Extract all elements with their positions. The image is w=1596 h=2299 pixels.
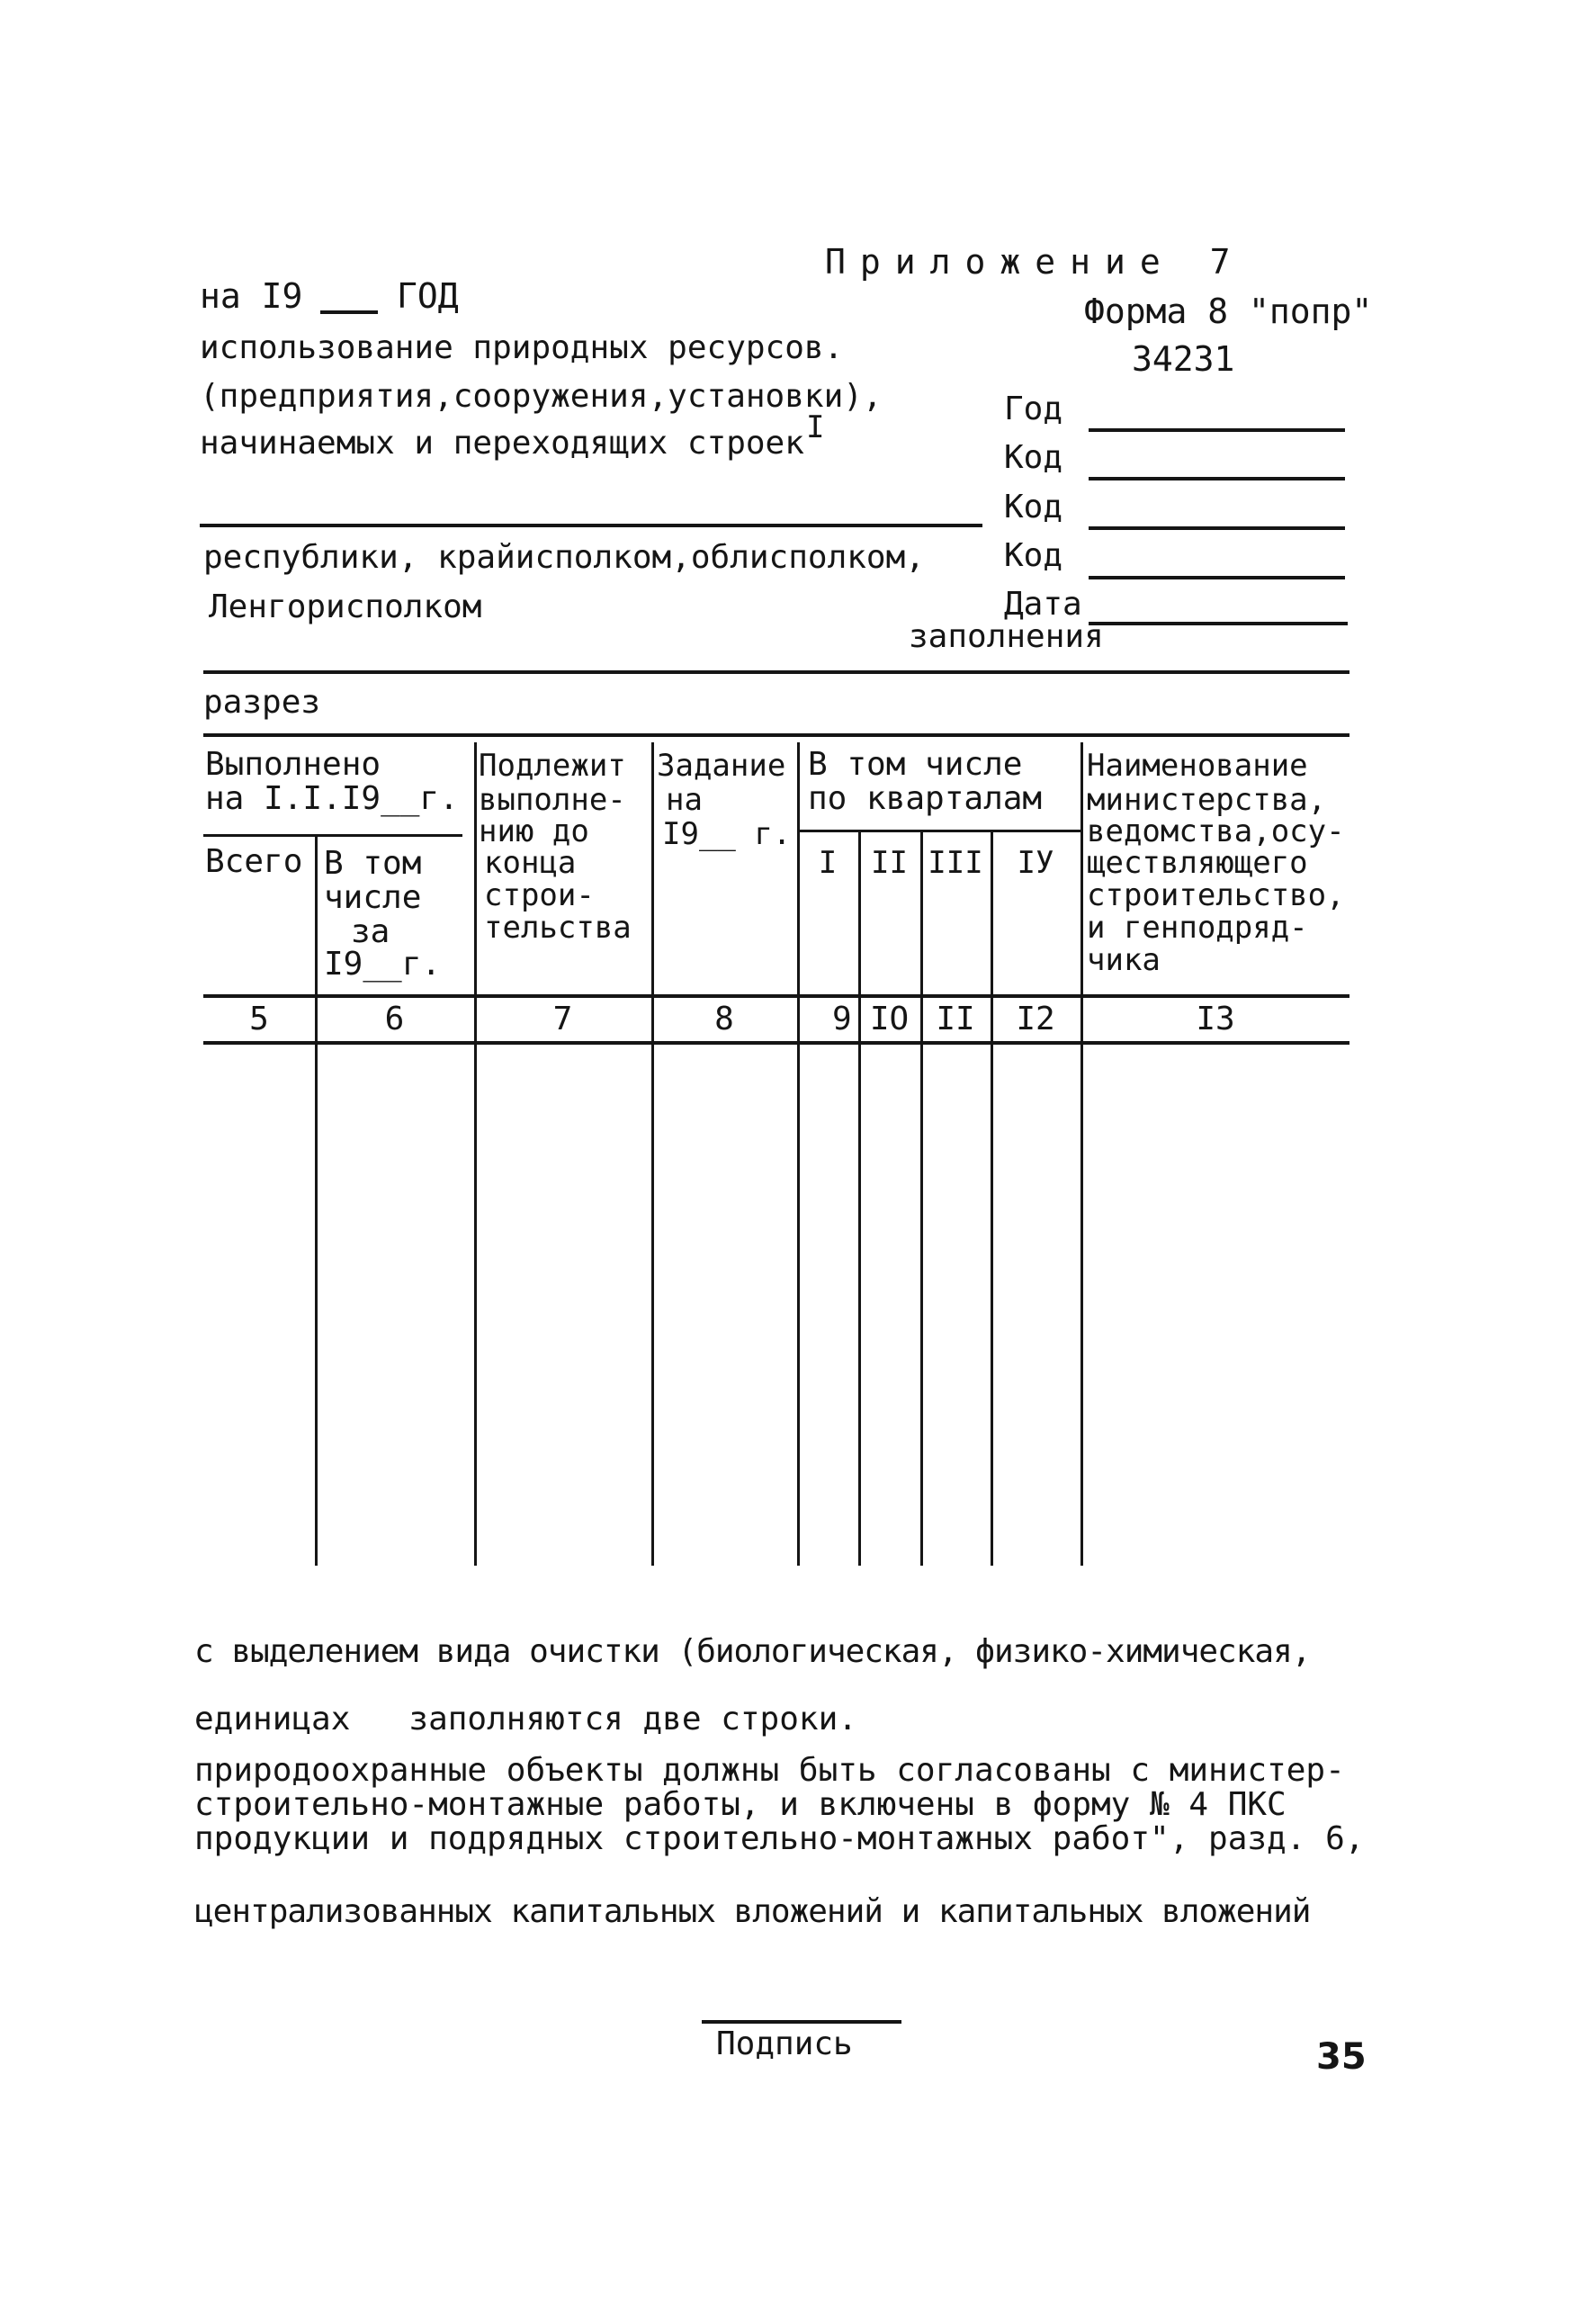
field-line-code-2: [1089, 526, 1345, 530]
field-line-code-1: [1089, 477, 1345, 480]
field-label-code-2: Код: [1004, 489, 1063, 525]
table-vline: [991, 832, 993, 1566]
header-remaining-3: нию до: [479, 813, 589, 849]
header-remaining-4: конца: [484, 845, 577, 881]
header-incl-2: числе: [324, 879, 422, 916]
page-number: 35: [1316, 2036, 1367, 2078]
table-hline: [203, 1041, 1349, 1045]
header-quarters-2: по кварталам: [808, 780, 1043, 817]
column-number: I3: [1196, 1001, 1235, 1037]
field-label-date: Дата: [1004, 586, 1082, 623]
title-line-1: использование природных ресурсов.: [200, 329, 844, 366]
header-ministry-1: Наименование: [1087, 748, 1308, 784]
signature-label: Подпись: [716, 2025, 853, 2062]
quarter-4-label: IУ: [1017, 845, 1054, 881]
header-done-date: на I.I.I9__г.: [205, 780, 459, 817]
column-number: II: [936, 1001, 975, 1037]
year-blank-line: [320, 310, 378, 314]
header-task-3: I9__ г.: [662, 816, 792, 852]
title-line-2: (предприятия,сооружения,установки),: [200, 378, 883, 415]
header-incl-3: за: [351, 913, 390, 950]
header-task-1: Задание: [657, 748, 786, 784]
header-remaining-2: выполне-: [479, 782, 626, 818]
header-ministry-5: строительство,: [1087, 877, 1345, 913]
column-number: I2: [1016, 1001, 1055, 1037]
quarter-1-label: I: [818, 845, 838, 881]
note-line-1: с выделением вида очистки (биологическая, физико-химическая,: [194, 1633, 1311, 1670]
year-prefix: на I9: [200, 276, 303, 316]
field-label-year: Год: [1004, 391, 1063, 427]
column-number: 6: [384, 1001, 405, 1037]
note-line-4: строительно-монтажные работы, и включены в форму № 4 ПКС: [194, 1786, 1287, 1823]
note-line-6: централизованных капитальных вложений и капитальных вложений: [194, 1893, 1311, 1930]
column-number: 5: [249, 1001, 269, 1037]
column-number: 8: [714, 1001, 734, 1037]
field-label-date-caption: заполнения: [909, 618, 1104, 655]
header-ministry-7: чика: [1087, 942, 1161, 978]
table-vline: [1080, 742, 1083, 1566]
header-incl-1: В том: [324, 845, 422, 882]
field-label-code-3: Код: [1004, 537, 1063, 574]
header-ministry-4: ществляющего: [1087, 845, 1308, 881]
table-top-line: [203, 733, 1349, 737]
table-hline: [797, 830, 1080, 832]
header-ministry-6: и генподряд-: [1087, 910, 1308, 946]
header-task-2: на: [666, 782, 703, 818]
column-number: 7: [552, 1001, 573, 1037]
table-vline: [474, 742, 477, 1566]
table-vline: [858, 832, 861, 1566]
column-number: 9: [832, 1001, 852, 1037]
header-remaining-1: Подлежит: [479, 748, 626, 784]
form-code: 34231: [1132, 339, 1235, 379]
header-total: Всего: [205, 843, 303, 880]
footnote-mark: I: [806, 409, 825, 445]
organization-blank-line: [200, 524, 982, 527]
header-done: Выполнено: [205, 746, 381, 783]
table-vline: [651, 742, 654, 1566]
table-vline: [315, 837, 318, 1566]
header-remaining-5: строи-: [484, 877, 595, 913]
appendix-title: Приложение 7: [825, 242, 1245, 282]
table-vline: [920, 832, 923, 1566]
note-line-5: продукции и подрядных строительно-монтажных работ", разд. 6,: [194, 1820, 1365, 1857]
divider-line: [203, 670, 1349, 674]
year-suffix: ГОД: [397, 276, 459, 316]
header-incl-4: I9__г.: [324, 946, 442, 983]
note-line-3: природоохранные объекты должны быть согласованы с министер-: [194, 1752, 1345, 1789]
header-quarters-1: В том числе: [808, 746, 1023, 783]
table-hline: [203, 994, 1349, 998]
form-number: Форма 8 "попр": [1084, 292, 1373, 331]
column-number: IO: [869, 1001, 910, 1037]
title-line-3: начинаемых и переходящих строек: [200, 425, 804, 462]
field-line-code-3: [1089, 576, 1345, 579]
header-ministry-3: ведомства,осу-: [1087, 813, 1345, 849]
field-line-date: [1089, 622, 1348, 625]
table-hline: [203, 834, 462, 837]
org-line-2: Ленгорисполком: [209, 588, 482, 625]
org-line-1: республики, крайисполком,облисполком,: [203, 539, 925, 576]
field-label-code-1: Код: [1004, 439, 1063, 476]
header-ministry-2: министерства,: [1087, 782, 1327, 818]
header-remaining-6: тельства: [484, 910, 632, 946]
note-line-2: единицах заполняются две строки.: [194, 1701, 857, 1738]
quarter-2-label: II: [871, 845, 908, 881]
field-line-year: [1089, 428, 1345, 432]
signature-line: [702, 2020, 901, 2024]
quarter-3-label: III: [928, 845, 983, 881]
section-label: разрез: [203, 684, 321, 721]
